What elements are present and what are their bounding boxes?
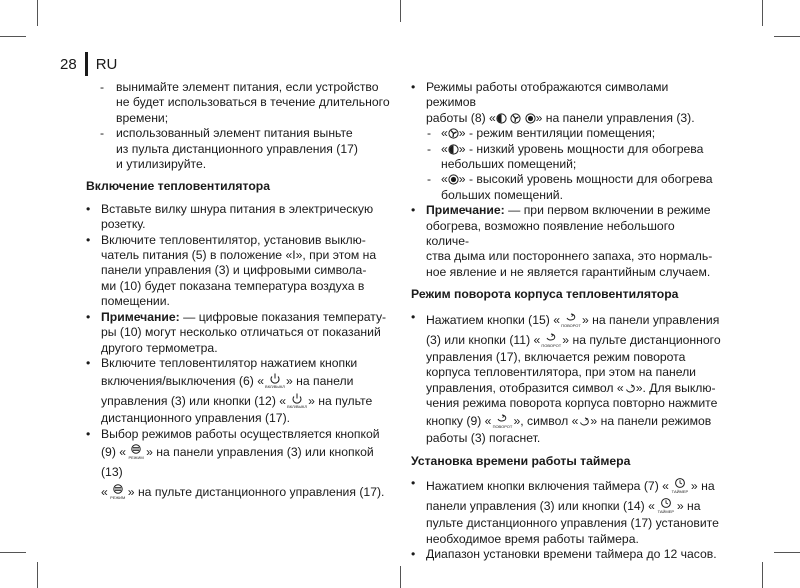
rotation-symbol-icon xyxy=(578,416,590,427)
timer-icon: ТАЙМЕР xyxy=(669,478,691,492)
list-item: • Диапазон установки времени таймера до 12 часов. xyxy=(411,547,721,562)
timer-icon: ТАЙМЕР xyxy=(655,498,677,512)
crop-mark xyxy=(37,0,38,26)
mode-icon: РЕЖИМ xyxy=(126,444,146,458)
note-label: Примечание: xyxy=(101,309,180,324)
list-item: - « » - высокий уровень мощности для обогрева больших помещений. xyxy=(411,172,721,203)
page-header xyxy=(60,52,117,76)
high-heat-icon xyxy=(448,174,459,185)
high-heat-icon xyxy=(525,113,536,124)
rotate-icon: ПОВОРОТ xyxy=(540,332,562,346)
list-item: • Выбор режимов работы осуществляется кнопкой (9) « РЕЖИМ » на панели управления (3) или кнопкой (13) « РЕЖИМ » на пульте дистанционного управления (17). xyxy=(86,427,391,502)
note-label: Примечание: xyxy=(426,203,505,218)
crop-mark xyxy=(0,36,26,37)
list-item: - « » - низкий уровень мощности для обогрева небольших помещений; xyxy=(411,142,721,173)
list-item: • Вставьте вилку шнура питания в электрическую розетку. xyxy=(86,202,391,233)
list-item: • Нажатием кнопки включения таймера (7) « ТАЙМЕР » на панели управления (3) или кнопки (14) « ТАЙМЕР » на пульте дистанционного управления (17) установите необходимое время работы таймера. xyxy=(411,476,721,547)
crop-mark xyxy=(400,0,401,22)
list-item: • Режимы работы отображаются символами режимов работы (8) « » на панели управления (3). xyxy=(411,80,721,126)
section-heading: Установка времени работы таймера xyxy=(411,453,631,468)
language-code: RU xyxy=(95,55,118,73)
list-item: • Примечание: — при первом включении в режиме обогрева, возможно появление небольшого количе- ства дыма или постороннего запаха, это нормаль- ное явление и не является гарантийным случаем. xyxy=(411,203,721,280)
list-item: • Включите тепловентилятор, установив выклю- чатель питания (5) в положение «I», при этом на панели управления (3) и цифровыми символа- ми (10) будет показана температура воздуха в помещении. xyxy=(86,233,391,310)
crop-mark xyxy=(37,562,38,588)
left-column xyxy=(86,80,391,502)
crop-mark xyxy=(400,566,401,588)
crop-mark xyxy=(762,562,763,588)
list-item: • Нажатием кнопки (15) « ПОВОРОТ » на панели управления (3) или кнопки (11) « ПОВОРОТ » на пульте дистанционного управления (17), включается режим поворота корпуса тепловентилятора, при этом на панели управления, отобразится символ « ». Для выклю- чения режима поворота корпуса повторно нажмите кнопку (9) « ПОВОРОТ », символ « » на панели режимов работы (3) погаснет. xyxy=(411,310,721,447)
rotate-icon: ПОВОРОТ xyxy=(560,312,582,326)
fan-icon xyxy=(448,128,459,139)
rotate-icon: ПОВОРОТ xyxy=(491,413,513,427)
list-item: - использованный элемент питания выньте из пульта дистанционного управления (17) и утилизируйте. xyxy=(86,126,391,172)
crop-mark xyxy=(774,36,800,37)
power-icon: ВКЛ/ВЫКЛ xyxy=(286,393,308,407)
rotation-symbol-icon xyxy=(624,383,636,394)
low-heat-icon xyxy=(448,144,459,155)
page-number: 28 xyxy=(60,55,77,73)
section-heading: Режим поворота корпуса тепловентилятора xyxy=(411,287,679,302)
crop-mark xyxy=(0,552,26,553)
header-divider xyxy=(85,52,88,76)
list-item: - « » - режим вентиляции помещения; xyxy=(411,126,721,141)
crop-mark xyxy=(774,552,800,553)
mode-icon: РЕЖИМ xyxy=(108,484,128,498)
section-heading: Включение тепловентилятора xyxy=(86,179,271,194)
list-item: - вынимайте элемент питания, если устройство не будет использоваться в течение длительного времени; xyxy=(86,80,391,126)
crop-mark xyxy=(762,0,763,26)
fan-icon xyxy=(510,113,521,124)
right-column xyxy=(411,80,721,562)
list-item: • Примечание: — цифровые показания температу- ры (10) могут несколько отличаться от показаний другого термометра. xyxy=(86,310,391,356)
list-item: • Включите тепловентилятор нажатием кнопки включения/выключения (6) « ВКЛ/ВЫКЛ » на панели управления (3) или кнопки (12) « ВКЛ/ВЫКЛ » на пульте дистанционного управления (17). xyxy=(86,356,391,427)
power-icon: ВКЛ/ВЫКЛ xyxy=(264,373,286,387)
low-heat-icon xyxy=(496,113,507,124)
